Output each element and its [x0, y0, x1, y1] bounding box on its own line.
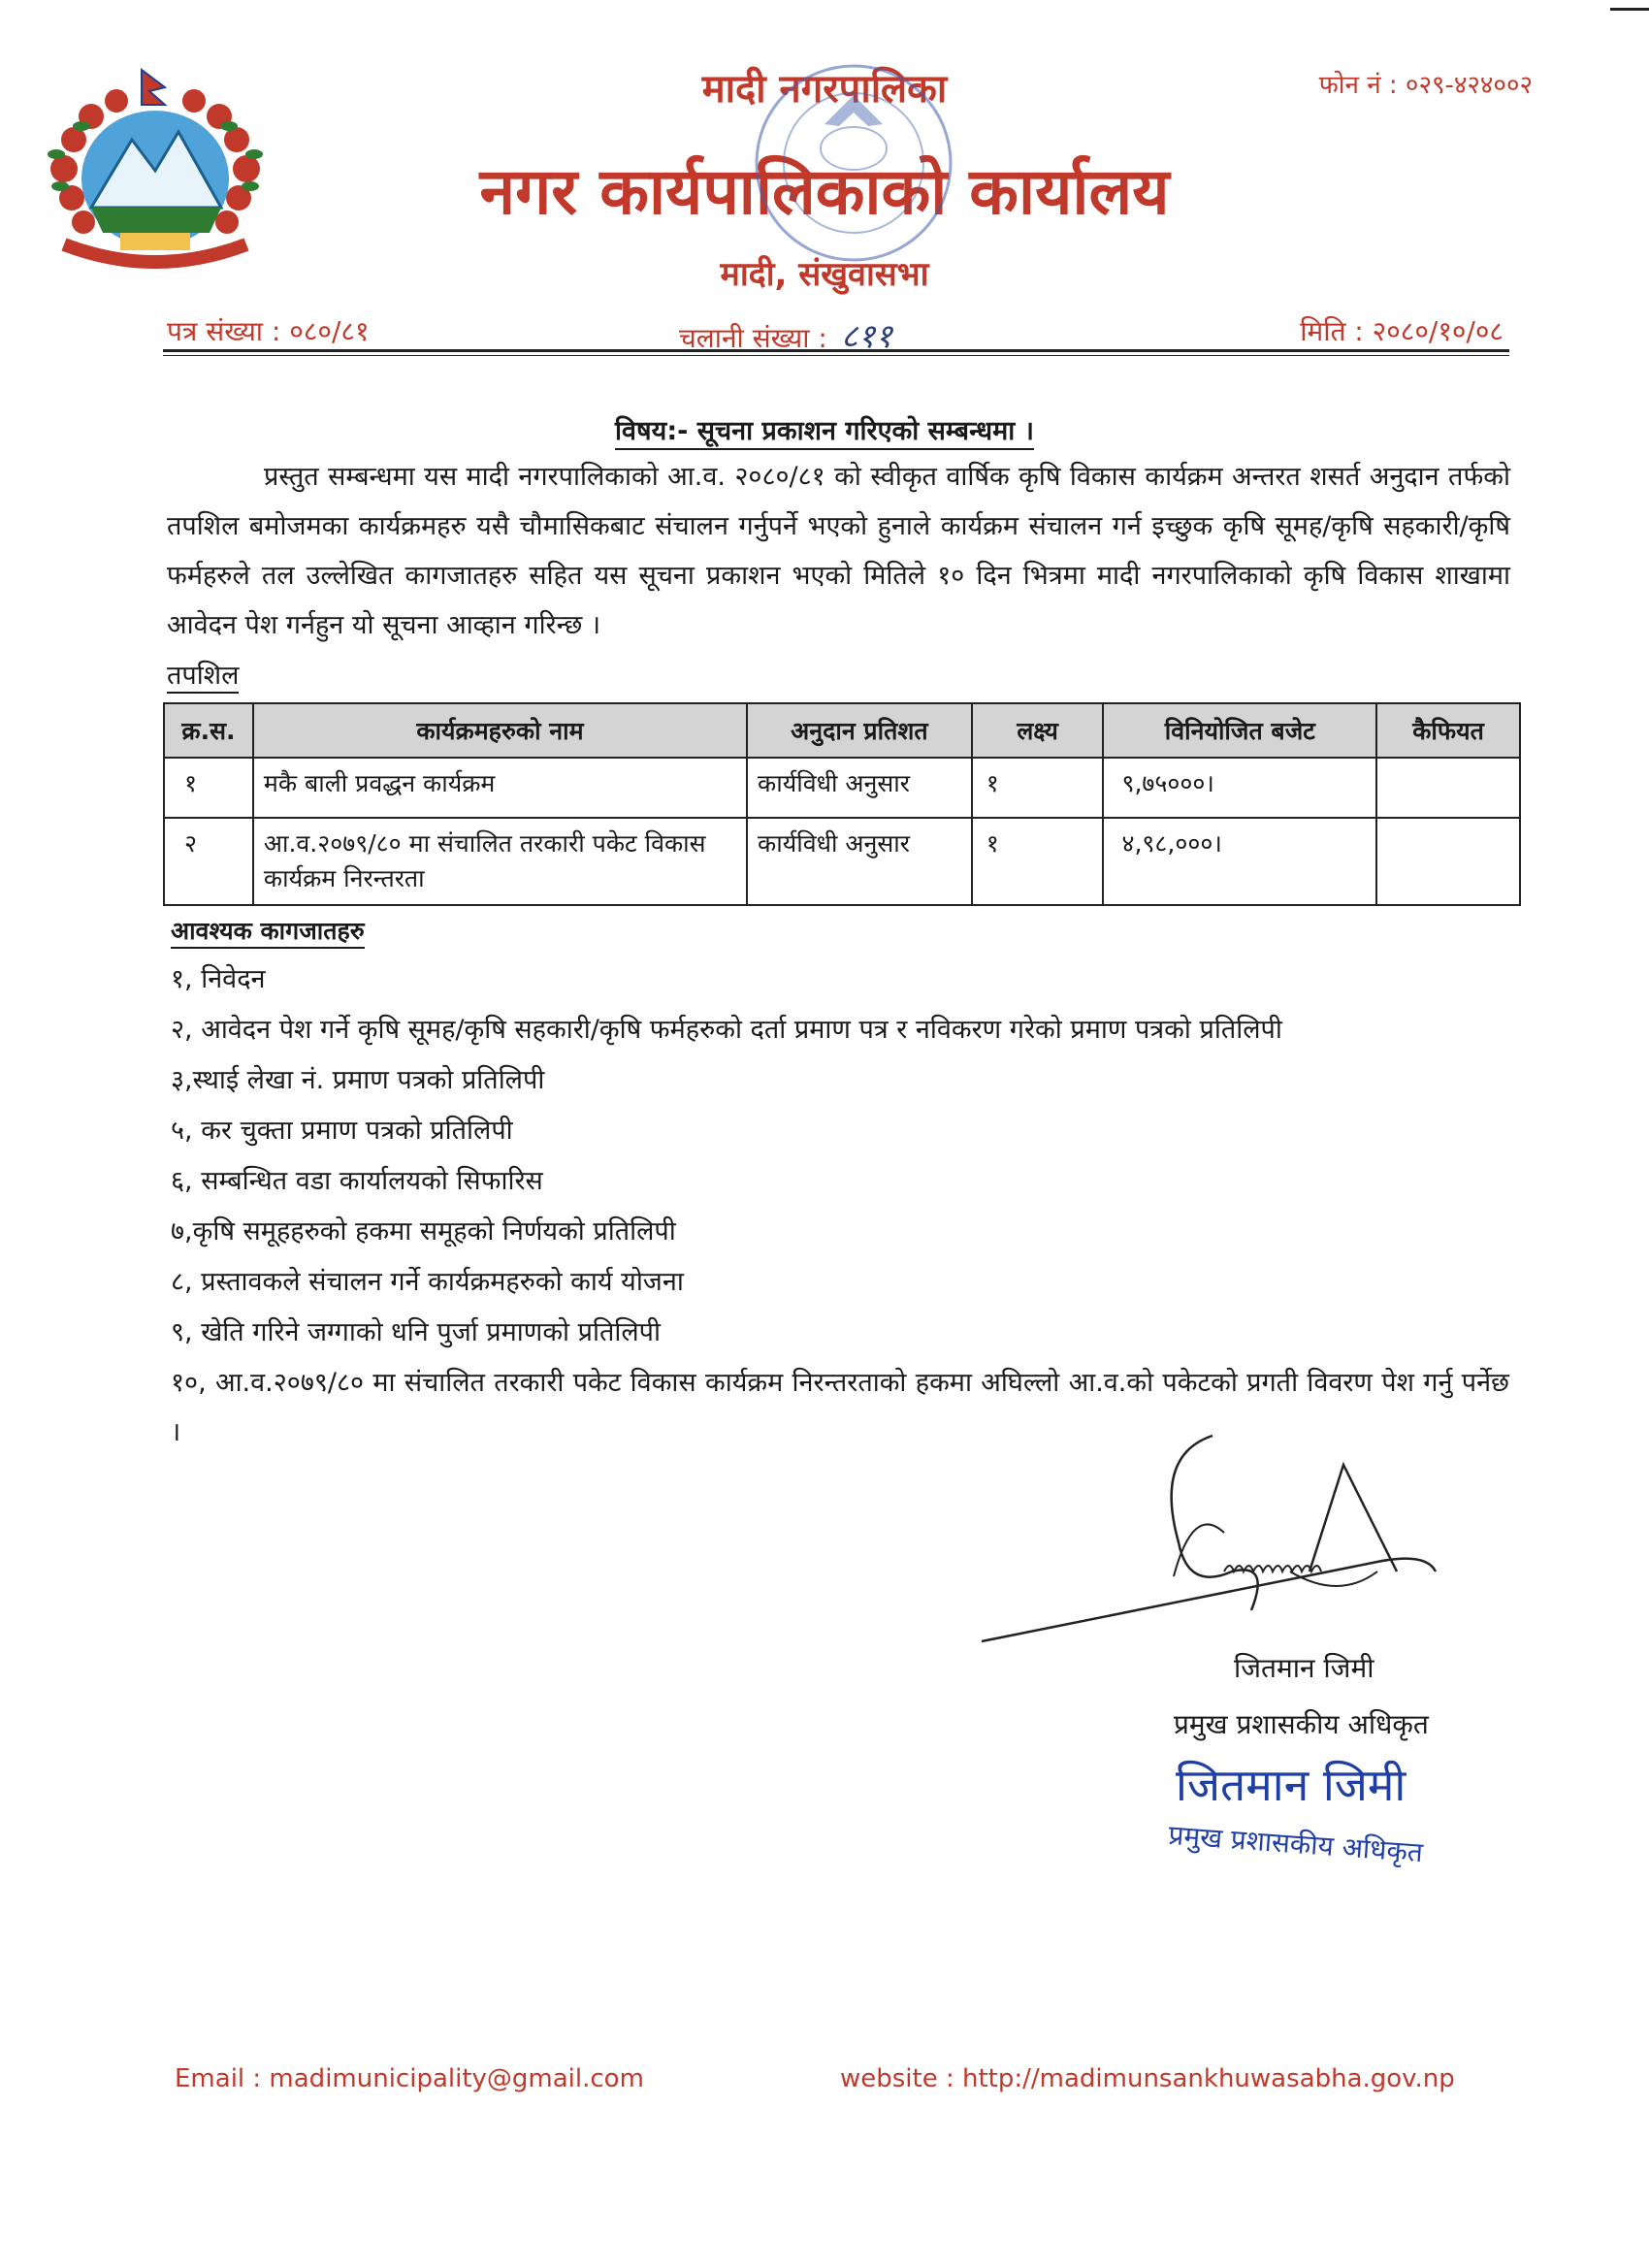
col-header-program: कार्यक्रमहरुको नाम [253, 703, 747, 758]
office-title: नगर कार्यपालिकाको कार्यालय [479, 153, 1170, 229]
cell-program: मकै बाली प्रवद्धन कार्यक्रम [253, 758, 747, 818]
cell-budget: ४,९८,०००। [1103, 818, 1376, 905]
list-item: ५, कर चुक्ता प्रमाण पत्रको प्रतिलिपी [171, 1116, 513, 1146]
cell-remarks [1376, 758, 1520, 818]
list-item: १०, आ.व.२०७९/८० मा संचालित तरकारी पकेट विकास कार्यक्रम निरन्तरताको हकमा अघिल्लो आ.व.को पकेटको प्रगती विवरण पेश गर्नु पर्नेछ । [171, 1368, 1509, 1447]
date: मिति : २०८०/१०/०८ [1300, 315, 1504, 347]
details-label: तपशिल [167, 656, 239, 694]
list-item: ९, खेति गरिने जग्गाको धनि पुर्जा प्रमाणको प्रतिलिपी [171, 1317, 662, 1347]
name-stamp: जितमान जिमी [1176, 1759, 1406, 1811]
list-item: ३,स्थाई लेखा नं. प्रमाण पत्रको प्रतिलिपी [171, 1065, 545, 1095]
program-table [163, 702, 1521, 906]
scan-edge-mark [1610, 8, 1649, 11]
body-paragraph: प्रस्तुत सम्बन्धमा यस मादी नगरपालिकाको आ.व. २०८०/८१ को स्वीकृत वार्षिक कृषि विकास कार्यक्रम अन्तरत शसर्त अनुदान तर्फको तपशिल बमोजमका कार्यक्रमहरु यसै चौमासिकबाट संचालन गर्नुपर्ने भएको हुनाले कार्यक्रम संचालन गर्न इच्छुक कृषि सूमह/कृषि सहकारी/कृषि फर्महरुले तल उल्लेखित कागजातहरु सहित यस सूचना प्रकाशन भएको मितिले १० दिन भित्रमा मादी नगरपालिकाको कृषि विकास शाखामा आवेदन पेश गर्नहुन यो सूचना आव्हान गरिन्छ । [167, 462, 1510, 640]
letter-number: पत्र संख्या : ०८०/८१ [167, 315, 370, 347]
cell-remarks [1376, 818, 1520, 905]
table-row [164, 758, 1520, 818]
signatory-title: प्रमुख प्रशासकीय अधिकृत [1174, 1708, 1429, 1740]
header-divider [163, 349, 1509, 352]
dispatch-label: चलानी संख्या : [679, 322, 827, 354]
footer-email[interactable]: Email : madimunicipality@gmail.com [175, 2064, 644, 2093]
list-item: १, निवेदन [171, 964, 266, 994]
header-divider-thin [163, 355, 1509, 356]
cell-sn: १ [164, 758, 253, 818]
list-item: ६, सम्बन्धित वडा कार्यालयको सिफारिस [171, 1166, 543, 1196]
subject-line [0, 411, 1649, 447]
district-line: मादी, संखुवासभा [720, 255, 929, 294]
title-stamp: प्रमुख प्रशासकीय अधिकृत [1167, 1818, 1425, 1869]
col-header-sn: क्र.स. [164, 703, 253, 758]
cell-target: १ [972, 758, 1104, 818]
col-header-budget: विनियोजित बजेट [1103, 703, 1376, 758]
dispatch-value: ८११ [840, 317, 892, 356]
required-documents-list [171, 955, 1509, 1457]
phone-number: फोन नं : ०२९-४२४००२ [1318, 71, 1533, 100]
reference-row [167, 308, 1504, 356]
col-header-subsidy: अनुदान प्रतिशत [747, 703, 972, 758]
cell-subsidy: कार्यविधी अनुसार [747, 758, 972, 818]
list-item: ८, प्रस्तावकले संचालन गर्ने कार्यक्रमहरुको कार्य योजना [171, 1267, 684, 1297]
municipality-name: मादी नगरपालिका [701, 67, 948, 112]
list-item: २, आवेदन पेश गर्ने कृषि सूमह/कृषि सहकारी/कृषि फर्महरुको दर्ता प्रमाण पत्र र नविकरण गरेको प्रमाण पत्रको प्रतिलिपी [171, 1015, 1282, 1045]
signatory-name: जितमान जिमी [1234, 1652, 1374, 1684]
cell-budget: ९,७५०००। [1103, 758, 1376, 818]
cell-subsidy: कार्यविधी अनुसार [747, 818, 972, 905]
col-header-target: लक्ष्य [972, 703, 1104, 758]
table-header-row [164, 703, 1520, 758]
table-row [164, 818, 1520, 905]
subject-text: विषय:- सूचना प्रकाशन गरिएको सम्बन्धमा । [615, 416, 1034, 450]
cell-program: आ.व.२०७९/८० मा संचालित तरकारी पकेट विकास कार्यक्रम निरन्तरता [253, 818, 747, 905]
cell-target: १ [972, 818, 1104, 905]
required-documents-title: आवश्यक कागजातहरु [171, 914, 365, 949]
list-item: ७,कृषि समूहहरुको हकमा समूहको निर्णयको प्रतिलिपी [171, 1216, 676, 1247]
cell-sn: २ [164, 818, 253, 905]
footer-website[interactable]: website : http://madimunsankhuwasabha.gov.np [840, 2064, 1455, 2093]
col-header-remarks: कैफियत [1376, 703, 1520, 758]
